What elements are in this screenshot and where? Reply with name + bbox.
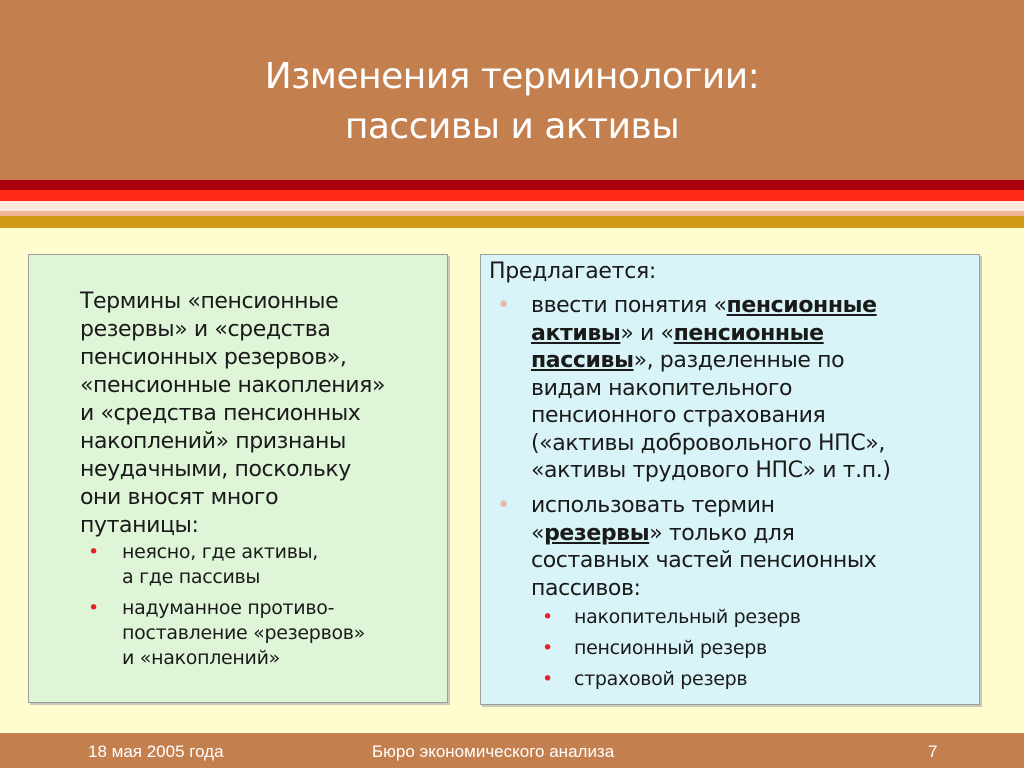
bullet-text: и «накоплений» <box>122 647 280 669</box>
right-bullet-1-text <box>531 292 961 485</box>
left-paragraph <box>80 288 440 540</box>
right-heading: Предлагается: <box>489 259 657 284</box>
stripe-dark-red <box>0 180 1024 190</box>
text-span: ввести понятия « <box>531 293 727 318</box>
text-line: пенсионного страхования <box>531 403 826 428</box>
left-bullet-list <box>88 540 433 677</box>
bullet-text: а где пассивы <box>122 566 261 588</box>
left-line: путаницы: <box>80 513 199 538</box>
emphasis-term: пассивы <box>531 348 634 373</box>
bullet-dot-icon: • <box>542 637 553 659</box>
bullet-dot-icon: • <box>542 668 553 690</box>
bullet-text: неясно, где активы, <box>122 541 319 563</box>
bullet-dot-icon: • <box>497 493 510 518</box>
text-line: «активы трудового НПС» и т.п.) <box>531 458 891 483</box>
text-line: составных частей пенсионных <box>531 548 877 573</box>
text-line: («активы добровольного НПС», <box>531 430 885 456</box>
left-bullet <box>88 540 433 590</box>
left-line: накоплений» признаны <box>80 429 346 454</box>
text-span: « <box>531 520 545 546</box>
bullet-text: поставление «резервов» <box>122 622 366 644</box>
slide-footer <box>0 733 1024 768</box>
emphasis-term: пенсионные <box>726 293 877 318</box>
title-line-2: пассивы и активы <box>344 106 680 147</box>
left-line: они вносят много <box>80 485 279 510</box>
bullet-text: надуманное противо- <box>122 597 335 619</box>
text-line: видам накопительного <box>531 375 793 401</box>
bullet-dot-icon: • <box>497 293 510 318</box>
text-line: пассивов: <box>531 575 641 601</box>
footer-date: 18 мая 2005 года <box>88 742 224 761</box>
emphasis-term: пенсионные <box>673 320 824 346</box>
text-span: » только для <box>649 520 795 546</box>
text-span: », разделенные по <box>633 348 845 373</box>
stripe-red <box>0 190 1024 201</box>
left-line: резервы» и «средства <box>80 317 331 342</box>
left-line: «пенсионные накопления» <box>80 373 386 398</box>
left-line: Термины «пенсионные <box>80 289 339 314</box>
bullet-dot-icon: • <box>542 606 553 628</box>
footer-organization: Бюро экономического анализа <box>372 742 615 761</box>
emphasis-term: резервы <box>544 520 650 546</box>
left-line: и «средства пенсионных <box>80 401 361 426</box>
bullet-dot-icon: • <box>88 541 99 563</box>
page-number: 7 <box>928 742 938 761</box>
sub-bullet-text: пенсионный резерв <box>574 637 767 659</box>
left-line: неудачными, поскольку <box>80 457 351 482</box>
text-line: использовать термин <box>531 493 775 518</box>
sub-bullet-text: накопительный резерв <box>574 606 801 628</box>
slide-title <box>0 52 1024 152</box>
stripe-light <box>0 201 1024 211</box>
bullet-dot-icon: • <box>88 597 99 619</box>
left-line: пенсионных резервов», <box>80 345 347 370</box>
text-span: » и « <box>620 320 674 346</box>
right-bullet-2-text <box>531 492 961 602</box>
title-line-1: Изменения терминологии: <box>264 56 760 97</box>
stripe-gold <box>0 216 1024 228</box>
sub-bullet-text: страховой резерв <box>574 668 748 690</box>
left-bullet <box>88 596 433 671</box>
emphasis-term: активы <box>531 320 621 346</box>
